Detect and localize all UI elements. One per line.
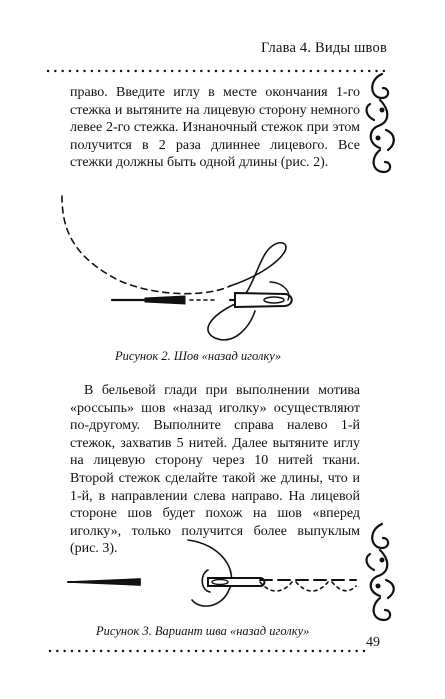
paragraph-2: В бельевой глади при выполнении мотива «россыпь» шов «назад иголку» осуществляют по-другому. Выполните справа налево 1-й стежок, захватив 5 нитей. Далее вытяните иглу на лицевую сторону через 10 нитей ткани. Второй стежок сделайте такой же длины, что и 1-й, в направлении слева направо. На лицевой стороне шов будет похож на шов «вперед иголку», только получится более выпуклым (рис. 3). — [70, 383, 360, 557]
footer-dotted-rule — [48, 648, 368, 654]
back-stitch-variant-illustration — [60, 530, 360, 618]
figure-3-caption: Рисунок 3. Вариант шва «назад иголку» — [96, 624, 310, 638]
flourish-ornament-icon — [360, 70, 400, 180]
page-number: 49 — [366, 635, 380, 650]
header-dotted-rule — [46, 68, 386, 74]
figure-2-caption: Рисунок 2. Шов «назад иголку» — [115, 349, 282, 363]
flourish-ornament-icon — [360, 520, 400, 625]
back-stitch-illustration — [60, 186, 350, 346]
paragraph-1: право. Введите иглу в месте окончания 1-го стежка и вытяните на лицевую сторону немного левее 2-го стежка. Изнаночный стежок при этом получится в 2 раза длиннее лицевого. Все стежки должны быть одной длины (рис. 2). — [70, 85, 360, 171]
running-header: Глава 4. Виды швов — [261, 40, 387, 56]
